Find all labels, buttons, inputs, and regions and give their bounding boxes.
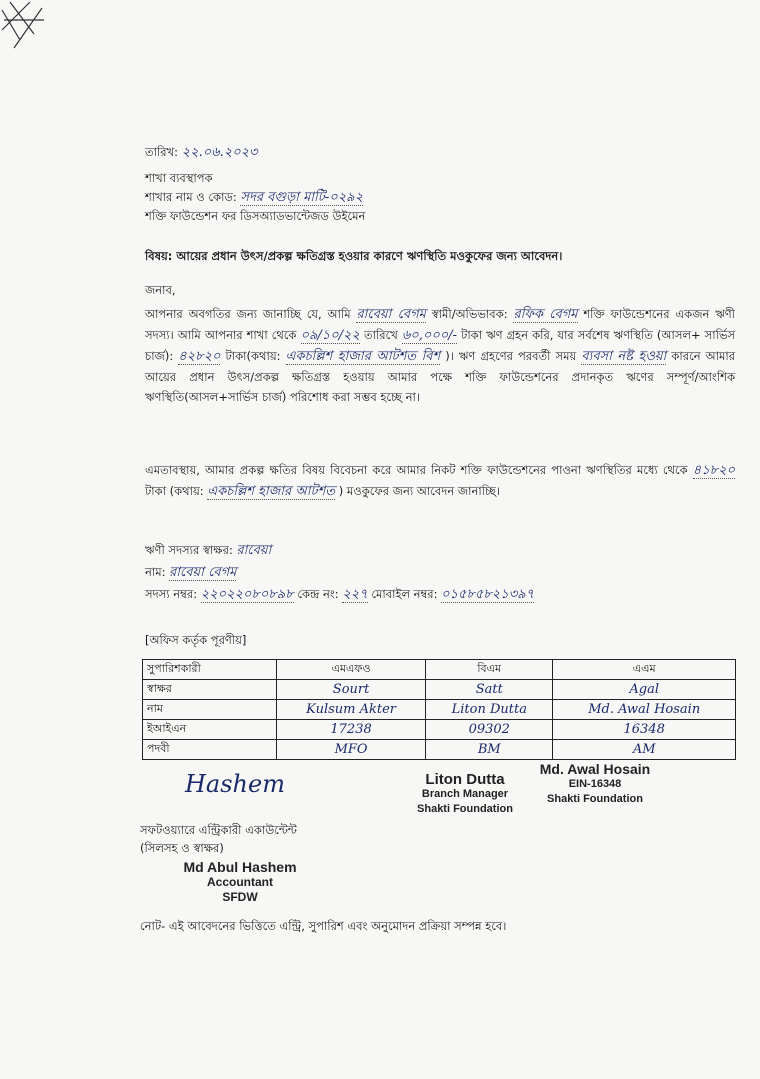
am-stamp (525, 762, 665, 807)
member-signature: রাবেয়া (236, 543, 272, 558)
mobile-label: মোবাইল নম্বর: (371, 587, 438, 601)
table-header: বিএম (426, 660, 553, 680)
accountant-signature: Hashem (185, 770, 285, 798)
branch-value: সদর বগুড়া মাটি-০২৯২ (240, 190, 364, 205)
table-header-row (143, 660, 736, 680)
mobile-number: ০১৫৮৫৮২১৩৯৭ (441, 587, 535, 602)
p2-text-3: ) মওকুফের জন্য আবেদন জানাচ্ছি। (338, 484, 500, 498)
am-stamp-ein: EIN-16348 (568, 778, 622, 790)
corner-scribble (0, 0, 60, 60)
member-number-line (145, 584, 745, 605)
p1-text-8: কারনে আমার আয়ের প্রধান উৎস/প্রকল্প ক্ষতিগ্রস্ত হওয়ায় আমার পক্ষে শক্তি ফাউন্ডেশনের প্রদানকৃত ঋণের সম্পূর্ণ/আংশিক ঋণস্থিতি(আসল+সার্ভিস চার্জ) পরিশোধ করা সম্ভব হচ্ছে না। (145, 349, 736, 404)
accountant-stamp (165, 860, 315, 905)
office-table (142, 659, 736, 760)
date-line (145, 142, 258, 163)
row-label: পদবী (143, 740, 277, 760)
loan-amount: ৬০,০০০/- (401, 328, 457, 343)
bm-stamp (405, 772, 525, 817)
name-label: নাম: (145, 565, 166, 579)
branch-line (145, 187, 363, 208)
bm-stamp-role: Branch Manager (421, 788, 509, 800)
loan-balance: ৪২৮২০ (178, 349, 221, 364)
footer-note: নোট- এই আবেদনের ভিত্তিতে এন্ট্রি, সুপারিশ এবং অনুমোদন প্রক্রিয়া সম্পন্ন হবে। (140, 919, 507, 933)
date-value: ২২.০৬.২০২৩ (181, 145, 258, 160)
table-cell: MFO (277, 740, 426, 760)
loan-date: ০৯/১০/২২ (300, 328, 360, 343)
table-cell: Agal (553, 680, 736, 700)
member-name-line (145, 562, 236, 583)
acc-stamp-name: Md Abul Hashem (183, 859, 297, 875)
table-cell: 17238 (277, 720, 426, 740)
acc-stamp-role: Accountant (207, 875, 273, 889)
bm-stamp-org: Shakti Foundation (417, 803, 513, 815)
table-row (143, 740, 736, 760)
table-cell: Satt (426, 680, 553, 700)
table-row (143, 700, 736, 720)
center-number: ২২৭ (342, 587, 368, 602)
addressee: শাখা ব্যবস্থাপক (145, 171, 213, 185)
accountant-seal-note: (সিলসহ ও স্বাক্ষর) (140, 841, 224, 855)
table-cell: 09302 (426, 720, 553, 740)
row-label: স্বাক্ষর (143, 680, 277, 700)
p1-text-5: টাকা ঋণ গ্রহন করি, যার সর্বশেষ ঋণস্থিতি (আসল+ সার্ভিস চার্জ): (145, 328, 736, 363)
am-stamp-org: Shakti Foundation (547, 793, 643, 805)
guardian-name: রফিক বেগম (513, 307, 578, 322)
table-cell: Sourt (277, 680, 426, 700)
table-cell: AM (553, 740, 736, 760)
date-label: তারিখ: (145, 145, 179, 159)
table-row (143, 720, 736, 740)
member-number: ২২০২২০৮০৮৯৮ (200, 587, 294, 602)
balance-words: একচল্লিশ হাজার আটশত বিশ (285, 349, 441, 364)
branch-label: শাখার নাম ও কোড: (145, 190, 237, 204)
p1-text-3: শক্তি ফাউন্ডেশনের একজন ঋণী সদস্য। আমি আপনার শাখা থেকে (145, 307, 735, 342)
p2-text-2: টাকা (কথায়: (145, 484, 204, 498)
salutation: জনাব, (145, 283, 176, 297)
paragraph-2 (145, 460, 735, 502)
member-name: রাবেয়া বেগম (169, 565, 237, 580)
p1-text-1: আপনার অবগতির জন্য জানাচ্ছি যে, আমি (145, 307, 351, 321)
table-cell: Md. Awal Hosain (553, 700, 736, 720)
waive-amount: ৪১৮২০ (692, 463, 735, 478)
accountant-role: সফটওয়্যারে এন্ট্রিকারী একাউন্টেন্ট (140, 823, 297, 837)
table-row (143, 680, 736, 700)
subject: বিষয়: আয়ের প্রধান উৎস/প্রকল্প ক্ষতিগ্রস্ত হওয়ার কারণে ঋণস্থিতি মওকুফের জন্য আবেদন। (145, 249, 563, 263)
member-signature-line (145, 540, 271, 561)
table-header: এমএফও (277, 660, 426, 680)
row-label: নাম (143, 700, 277, 720)
table-cell: Kulsum Akter (277, 700, 426, 720)
table-cell: Liton Dutta (426, 700, 553, 720)
office-label: [অফিস কর্তৃক পূরণীয়] (145, 633, 247, 647)
p1-text-2: স্বামী/অভিভাবক: (431, 307, 508, 321)
table-cell: BM (426, 740, 553, 760)
applicant-name: রাবেয়া বেগম (356, 307, 426, 322)
p2-text-1: এমতাবস্থায়, আমার প্রকল্প ক্ষতির বিষয় বিবেচনা করে আমার নিকট শক্তি ফাউন্ডেশনের পাওনা ঋণস্থিতির মধ্যে থেকে (145, 463, 688, 477)
p1-text-4: তারিখে (364, 328, 398, 342)
org-name: শক্তি ফাউন্ডেশন ফর ডিসঅ্যাডভান্টেজড উইমেন (145, 209, 366, 223)
acc-stamp-org: SFDW (222, 890, 258, 904)
am-stamp-name: Md. Awal Hosain (539, 761, 651, 777)
center-label: কেন্দ্র নং: (297, 587, 339, 601)
row-label: ইআইএন (143, 720, 277, 740)
table-cell: 16348 (553, 720, 736, 740)
signature-label: ঋণী সদস্যর স্বাক্ষর: (145, 543, 233, 557)
p1-text-7: )। ঋণ গ্রহণের পরবর্তী সময় (445, 349, 577, 363)
bm-stamp-name: Liton Dutta (425, 771, 505, 788)
table-header: এএম (553, 660, 736, 680)
loss-reason: ব্যবসা নষ্ট হওয়া (581, 349, 667, 364)
paragraph-1 (145, 304, 735, 407)
table-header: সুপারিশকারী (143, 660, 277, 680)
waive-words: একচল্লিশ হাজার আটশত (207, 484, 336, 499)
member-number-label: সদস্য নম্বর: (145, 587, 198, 601)
p1-text-6: টাকা(কথায়: (225, 349, 281, 363)
